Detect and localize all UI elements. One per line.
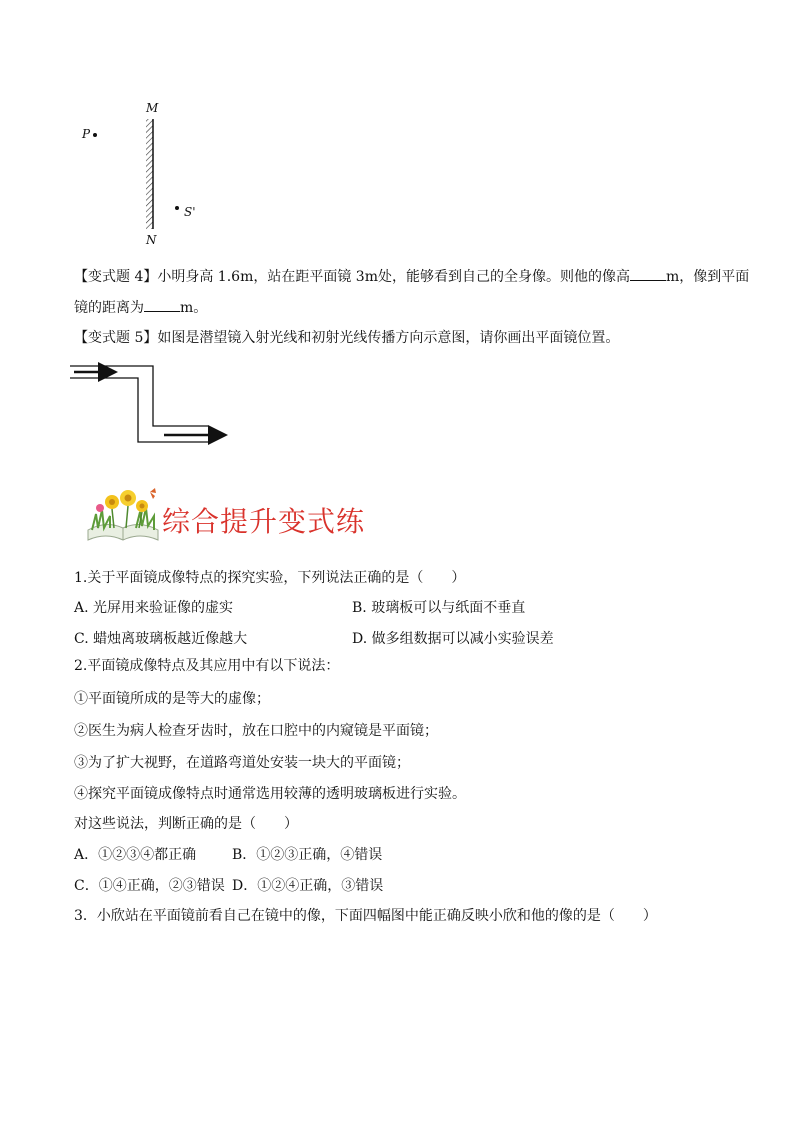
p1-option-c[interactable]: C. 蜡烛离玻璃板越近像越大 xyxy=(74,631,248,647)
p1-option-b[interactable]: B. 玻璃板可以与纸面不垂直 xyxy=(352,600,526,616)
label-p: P xyxy=(82,127,91,141)
p2-statement-2: ②医生为病人检查牙齿时，放在口腔中的内窥镜是平面镜； xyxy=(74,723,438,739)
q4-text-a: 【变式题 4】小明身高 1.6m，站在距平面镜 3m处，能够看到自己的全身像。则他的像高 xyxy=(74,269,630,285)
periscope-outer-wall xyxy=(70,366,208,426)
label-s-prime: S' xyxy=(184,205,196,219)
p1-option-d[interactable]: D. 做多组数据可以减小实验误差 xyxy=(352,631,554,647)
p1-option-a[interactable]: A. 光屏用来验证像的虚实 xyxy=(74,600,234,616)
periscope-inner-wall xyxy=(70,378,208,442)
p2-statement-4: ④探究平面镜成像特点时通常选用较薄的透明玻璃板进行实验。 xyxy=(74,786,466,802)
p1-stem: 1.关于平面镜成像特点的探究实验，下列说法正确的是（ ） xyxy=(74,570,466,586)
periscope-figure xyxy=(68,362,238,452)
p2-option-b[interactable]: B．①②③正确，④错误 xyxy=(232,847,383,863)
mirror-diagram xyxy=(70,95,210,250)
p3-stem: 3．小欣站在平面镜前看自己在镜中的像，下面四幅图中能正确反映小欣和他的像的是（ ） xyxy=(74,908,657,924)
section-title: 综合提升变式练 xyxy=(162,505,366,538)
periscope-diagram xyxy=(68,362,238,452)
mirror-figure xyxy=(70,95,210,250)
q4-text-d: m。 xyxy=(180,300,208,316)
label-m: M xyxy=(146,101,159,115)
q4-blank-distance[interactable] xyxy=(144,297,180,312)
q4-text-b: m，像到平面 xyxy=(665,269,750,285)
p2-option-d[interactable]: D．①②④正确，③错误 xyxy=(232,878,384,894)
p2-stem: 2.平面镜成像特点及其应用中有以下说法： xyxy=(74,658,340,674)
p2-option-a[interactable]: A．①②③④都正确 xyxy=(74,847,197,863)
q4-text-c: 镜的距离为 xyxy=(74,300,144,316)
point-s-prime xyxy=(175,206,179,210)
section-header-illustration xyxy=(84,486,162,544)
mirror-hatching xyxy=(146,119,153,229)
book-flower-icon xyxy=(84,486,162,544)
q4-blank-height[interactable] xyxy=(630,266,666,281)
p2-statement-3: ③为了扩大视野，在道路弯道处安装一块大的平面镜； xyxy=(74,755,410,771)
q4-line2 xyxy=(74,297,207,318)
q4-line1 xyxy=(74,266,749,287)
point-p xyxy=(93,133,97,137)
p2-statement-1: ①平面镜所成的是等大的虚像； xyxy=(74,691,270,707)
q5-text: 【变式题 5】如图是潜望镜入射光线和初射光线传播方向示意图，请你画出平面镜位置。 xyxy=(74,330,620,346)
p2-question: 对这些说法，判断正确的是（ ） xyxy=(74,816,298,832)
label-n: N xyxy=(146,233,157,247)
p2-option-c[interactable]: C．①④正确，②③错误 xyxy=(74,878,225,894)
